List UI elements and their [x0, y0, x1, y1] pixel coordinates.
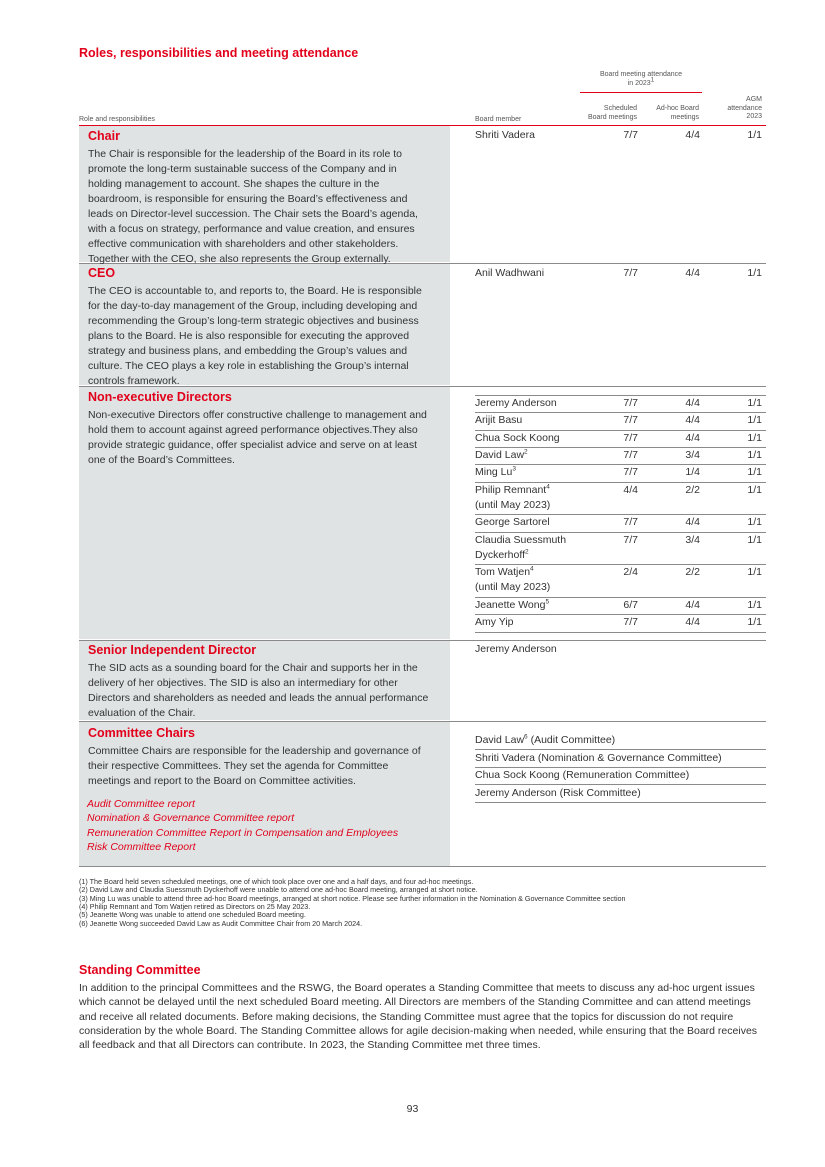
agm-value: 1/1	[747, 534, 762, 546]
scheduled-value: 4/4	[623, 484, 638, 496]
scheduled-header-line1: Scheduled	[603, 105, 637, 112]
committee-row-divider	[475, 784, 766, 785]
scheduled-value: 6/7	[623, 599, 638, 611]
agm-value: 1/1	[747, 449, 762, 461]
adhoc-value: 4/4	[685, 129, 700, 141]
adhoc-value: 4/4	[685, 516, 700, 528]
committee-name: (Risk Committee)	[556, 787, 641, 799]
committee-chair-row	[475, 768, 766, 783]
footnote-ref: 6	[524, 733, 528, 741]
adhoc-value: 2/2	[685, 566, 700, 578]
separator-ned	[79, 640, 766, 641]
agm-value: 1/1	[747, 599, 762, 611]
standing-committee-title: Standing Committee	[79, 963, 201, 977]
member-name: Arijit Basu	[475, 414, 523, 426]
member-name: Anil Wadhwani	[475, 267, 545, 279]
footnote-ref: 2	[525, 548, 529, 556]
adhoc-header-line2: meetings	[670, 113, 699, 121]
footnote: (2) David Law and Claudia Suessmuth Dyckerhoff were unable to attend one ad-hoc Board meeting, arranged at short notice.	[79, 885, 478, 895]
agm-header-line2: attendance	[727, 104, 762, 112]
committee-name: (Remuneration Committee)	[559, 769, 690, 781]
page-number: 93	[406, 1103, 419, 1115]
agm-value: 1/1	[747, 432, 762, 444]
ned-description: Non-executive Directors offer constructive challenge to management and hold them to account against agreed performance objectives.They also provide strategic guidance, offer specialist advice and serve on at least one of the Board’s Committees.	[88, 409, 427, 466]
agm-value: 1/1	[747, 566, 762, 578]
member-name: Jeremy Anderson	[475, 397, 557, 409]
scheduled-value: 7/7	[623, 466, 638, 478]
member-name: Chua Sock Koong	[475, 769, 560, 781]
adhoc-value: 4/4	[685, 414, 700, 426]
scheduled-value: 7/7	[623, 616, 638, 628]
committee-name: (Audit Committee)	[527, 734, 616, 746]
member-name: Shriti Vadera	[475, 129, 535, 141]
scheduled-value: 2/4	[623, 566, 638, 578]
agm-column-header	[712, 96, 762, 122]
footnote-ref: 2	[524, 448, 528, 456]
footnote: (4) Philip Remnant and Tom Watjen retired as Directors on 25 May 2023.	[79, 901, 311, 911]
separator-bottom	[79, 866, 766, 867]
member-name: Jeanette Wong$^5$	[475, 598, 550, 611]
agm-value: 1/1	[747, 267, 762, 279]
scheduled-value: 7/7	[623, 534, 638, 546]
committee-chair-row	[475, 751, 766, 766]
committee-row-divider	[475, 749, 766, 750]
adhoc-value: 4/4	[685, 397, 700, 409]
remuneration-committee-report-link[interactable]: Remuneration Committee Report in Compensation and Employees	[87, 827, 399, 839]
committee-name: (Nomination & Governance Committee)	[534, 752, 722, 764]
scheduled-header-line2: Board meetings	[587, 113, 637, 121]
committee-title: Committee Chairs	[88, 726, 195, 740]
member-name: Ming Lu$^3$	[475, 465, 516, 478]
agm-header-line1: AGM	[746, 96, 762, 103]
scheduled-value: 7/7	[623, 267, 638, 279]
footnote-ref: 3	[512, 465, 516, 473]
footnote-ref: 4	[530, 565, 534, 573]
attendance-group-header	[580, 71, 702, 88]
scheduled-value: 7/7	[623, 129, 638, 141]
scheduled-value: 7/7	[623, 449, 638, 461]
scheduled-value: 7/7	[623, 432, 638, 444]
footnote: (1) The Board held seven scheduled meetings, one of which took place over one and a half days, and four ad-hoc meetings.	[79, 877, 474, 886]
agm-value: 1/1	[747, 414, 762, 426]
ceo-title: CEO	[88, 266, 116, 280]
adhoc-value: 3/4	[685, 449, 700, 461]
sid-description: The SID acts as a sounding board for the Chair and supports her in the delivery of her objectives. The SID is also an intermediary for other Directors and shareholders as needed and leads the annual performance evaluation of the Chair.	[88, 662, 429, 719]
chair-description: The Chair is responsible for the leadership of the Board in its role to promote the long-term sustainable success of the Company and in holding management to account. She shapes the culture in the boardroom, is responsible for ensuring the Board’s effectiveness and leads on Director-level succession. The Chair sets the Board’s agenda, with a focus on strategy, performance and value creation, and ensures effective communication with shareholders and other stakeholders. Together with the CEO, she also represents the Group externally.	[88, 148, 418, 265]
adhoc-value: 3/4	[685, 534, 700, 546]
adhoc-value: 4/4	[685, 267, 700, 279]
committee-row-divider	[475, 802, 766, 803]
attendance-group-year: in 2023	[627, 79, 651, 87]
member-name: Philip Remnant$^4$ (until May 2023)	[475, 483, 551, 511]
risk-committee-report-link[interactable]: Risk Committee Report	[87, 841, 196, 853]
agm-value: 1/1	[747, 466, 762, 478]
member-name: Shriti Vadera	[475, 752, 535, 764]
committee-chair-row	[475, 733, 766, 748]
scheduled-value: 7/7	[623, 397, 638, 409]
member-name: David Law$^2$	[475, 448, 528, 461]
nomination-committee-report-link[interactable]: Nomination & Governance Committee report	[87, 812, 295, 824]
agm-value: 1/1	[747, 616, 762, 628]
footnote: (5) Jeanette Wong was unable to attend one scheduled Board meeting.	[79, 910, 306, 920]
member-name: David Law	[475, 734, 525, 746]
committee-chair-row	[475, 786, 766, 801]
adhoc-column-header	[640, 105, 699, 122]
agm-value: 1/1	[747, 129, 762, 141]
page-title: Roles, responsibilities and meeting attendance	[79, 46, 359, 60]
chair-title: Chair	[88, 129, 120, 143]
ceo-description: The CEO is accountable to, and reports to, the Board. He is responsible for the day-to-day management of the Group, including developing and recommending the Group’s long-term strategic objectives and business plans to the Board. He is also responsible for executing the approved strategy and business plans, and embedding the Group’s values and culture. The CEO plays a key role in establishing the Group’s internal controls framework.	[88, 285, 422, 387]
adhoc-value: 4/4	[685, 599, 700, 611]
attendance-group-label: Board meeting attendance	[599, 71, 683, 78]
separator-sid	[79, 721, 766, 722]
committee-description: Committee Chairs are responsible for the leadership and governance of their respective Committees. They set the agenda for Committee meetings and report to the Board on Committee activities.	[88, 745, 421, 787]
audit-committee-report-link[interactable]: Audit Committee report	[87, 798, 195, 810]
agm-value: 1/1	[747, 484, 762, 496]
footnote-ref: 4	[546, 483, 550, 491]
adhoc-header-line1: Ad-hoc Board	[656, 105, 699, 112]
member-name: Jeremy Anderson	[475, 787, 557, 799]
member-name: Jeremy Anderson	[475, 643, 557, 655]
scheduled-column-header	[570, 105, 637, 122]
member-column-header: Board member	[475, 116, 522, 123]
adhoc-value: 1/4	[685, 466, 700, 478]
ned-title: Non-executive Directors	[88, 390, 232, 404]
agm-value: 1/1	[747, 516, 762, 528]
member-name: Claudia Suessmuth Dyckerhoff$^2$	[475, 534, 567, 561]
adhoc-value: 4/4	[685, 432, 700, 444]
member-name: Chua Sock Koong	[475, 432, 560, 444]
member-name: Amy Yip	[475, 616, 514, 628]
attendance-group-rule	[580, 92, 702, 93]
adhoc-value: 4/4	[685, 616, 700, 628]
footnote: (6) Jeanette Wong succeeded David Law as Audit Committee Chair from 20 March 2024.	[79, 918, 363, 928]
agm-header-line3: 2023	[746, 113, 762, 120]
standing-committee-text: In addition to the principal Committees and the RSWG, the Board operates a Standing Committee that meets to discuss any ad-hoc urgent issues which cannot be delayed until the next scheduled Board meeting. All Directors are members of the Standing Committee and can attend meetings and receive all related documents. Before making decisions, the Standing Committee must agree that the topics for discussion do not require consideration by the whole Board. The Standing Committee allows for agile decision-making when needed, while ensuring that the Board receives all feedback and that all Directors can contribute. In 2023, the Standing Committee met three times.	[79, 982, 758, 1052]
adhoc-value: 2/2	[685, 484, 700, 496]
role-column-header: Role and responsibilities	[79, 116, 155, 123]
scheduled-value: 7/7	[623, 414, 638, 426]
sid-title: Senior Independent Director	[88, 643, 257, 657]
ned-row-divider	[475, 632, 766, 633]
agm-value: 1/1	[747, 397, 762, 409]
member-name: George Sartorel	[475, 516, 550, 528]
footnote-ref: 5	[545, 598, 550, 606]
member-name: Tom Watjen$^4$ (until May 2023)	[475, 565, 551, 593]
attendance-group-note: 1	[650, 76, 655, 84]
footnote: (3) Ming Lu was unable to attend three ad-hoc Board meetings, arranged at short notice. Please see further information in the Nomination & Governance Committee section	[79, 893, 626, 903]
scheduled-value: 7/7	[623, 516, 638, 528]
